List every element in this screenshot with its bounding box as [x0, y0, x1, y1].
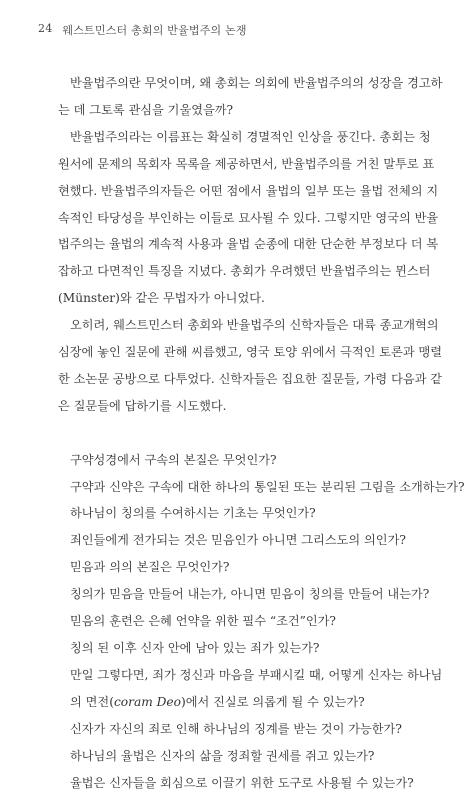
question-item: 칭의가 믿음을 만들어 내는가, 아니면 믿음이 칭의를 만들어 내는가?: [70, 587, 430, 602]
paragraph-2: [58, 124, 439, 312]
text-line: 반율법주의란 무엇이며, 왜 총회는 의회에 반율법주의의 성장을 경고하: [70, 76, 443, 90]
question-list: [58, 447, 465, 796]
page-number: 24: [38, 22, 53, 35]
text-line: 심장에 놓인 질문에 관해 씨름했고, 영국 토양 위에서 극적인 토론과 맹렬: [58, 345, 443, 360]
question-item: 칭의 된 이후 신자 안에 남아 있는 죄가 있는가?: [70, 641, 320, 656]
text-line: 는 데 그토록 관심을 기울였을까?: [58, 102, 234, 117]
section-spacer: [58, 420, 418, 447]
text-line: 반율법주의라는 이름표는 확실히 경멸적인 인상을 풍긴다. 총회는 청: [70, 129, 431, 144]
running-header: [38, 22, 247, 38]
text-line: 속적인 타당성을 부인하는 이들로 묘사될 수 있다. 그렇지만 영국의 반율: [58, 210, 439, 225]
question-item: 믿음의 훈련은 은혜 언약을 위한 필수 “조건”인가?: [70, 614, 336, 629]
paragraph-1: [58, 70, 443, 124]
question-item: 만일 그렇다면, 죄가 정신과 마음을 부패시킬 때, 어떻게 신자는 하나님: [70, 667, 443, 682]
question-item: 구약과 신약은 구속에 대한 하나의 통일된 또는 분리된 그림을 소개하는가?: [70, 479, 465, 494]
question-item: 믿음과 의의 본질은 무엇인가?: [70, 560, 230, 575]
text-line: 원서에 문제의 목회자 목록을 제공하면서, 반율법주의를 거친 말투로 표: [58, 156, 435, 171]
question-item: 구약성경에서 구속의 본질은 무엇인가?: [70, 452, 277, 467]
running-title: 웨스트민스터 총회의 반율법주의 논쟁: [62, 24, 247, 37]
question-item: 죄인들에게 전가되는 것은 믿음인가 아니면 그리스도의 의인가?: [70, 533, 406, 548]
page-body: [58, 70, 465, 796]
paragraph-3: [58, 312, 443, 420]
text-line: 현했다. 반율법주의자들은 어떤 점에서 율법의 일부 또는 율법 전체의 지: [58, 183, 439, 198]
text-line: 은 질문들에 답하기를 시도했다.: [58, 398, 227, 413]
text-line: 오히려, 웨스트민스터 총회와 반율법주의 신학자들은 대륙 종교개혁의: [70, 318, 439, 333]
question-item: 하나님이 칭의를 수여하시는 기초는 무엇인가?: [70, 506, 316, 521]
question-item-continuation: 의 면전(coram Deo)에서 진실로 의롭게 될 수 있는가?: [70, 694, 365, 709]
text-line: 법주의는 율법의 계속적 사용과 율법 순종에 대한 단순한 부정보다 더 복: [58, 237, 439, 252]
question-item: 율법은 신자들을 회심으로 이끌기 위한 도구로 사용될 수 있는가?: [70, 775, 414, 790]
text-line: 한 소논문 공방으로 다투었다. 신학자들은 집요한 질문들, 가령 다음과 같: [58, 371, 443, 386]
question-item: 하나님의 율법은 신자의 삶을 정죄할 권세를 쥐고 있는가?: [70, 748, 375, 763]
text-line: 잡하고 다면적인 특징을 지녔다. 총회가 우려했던 반율법주의는 뮌스터: [58, 264, 431, 279]
text-line: (Münster)와 같은 무법자가 아니었다.: [58, 291, 265, 306]
question-item: 신자가 자신의 죄로 인해 하나님의 징계를 받는 것이 가능한가?: [70, 721, 402, 736]
